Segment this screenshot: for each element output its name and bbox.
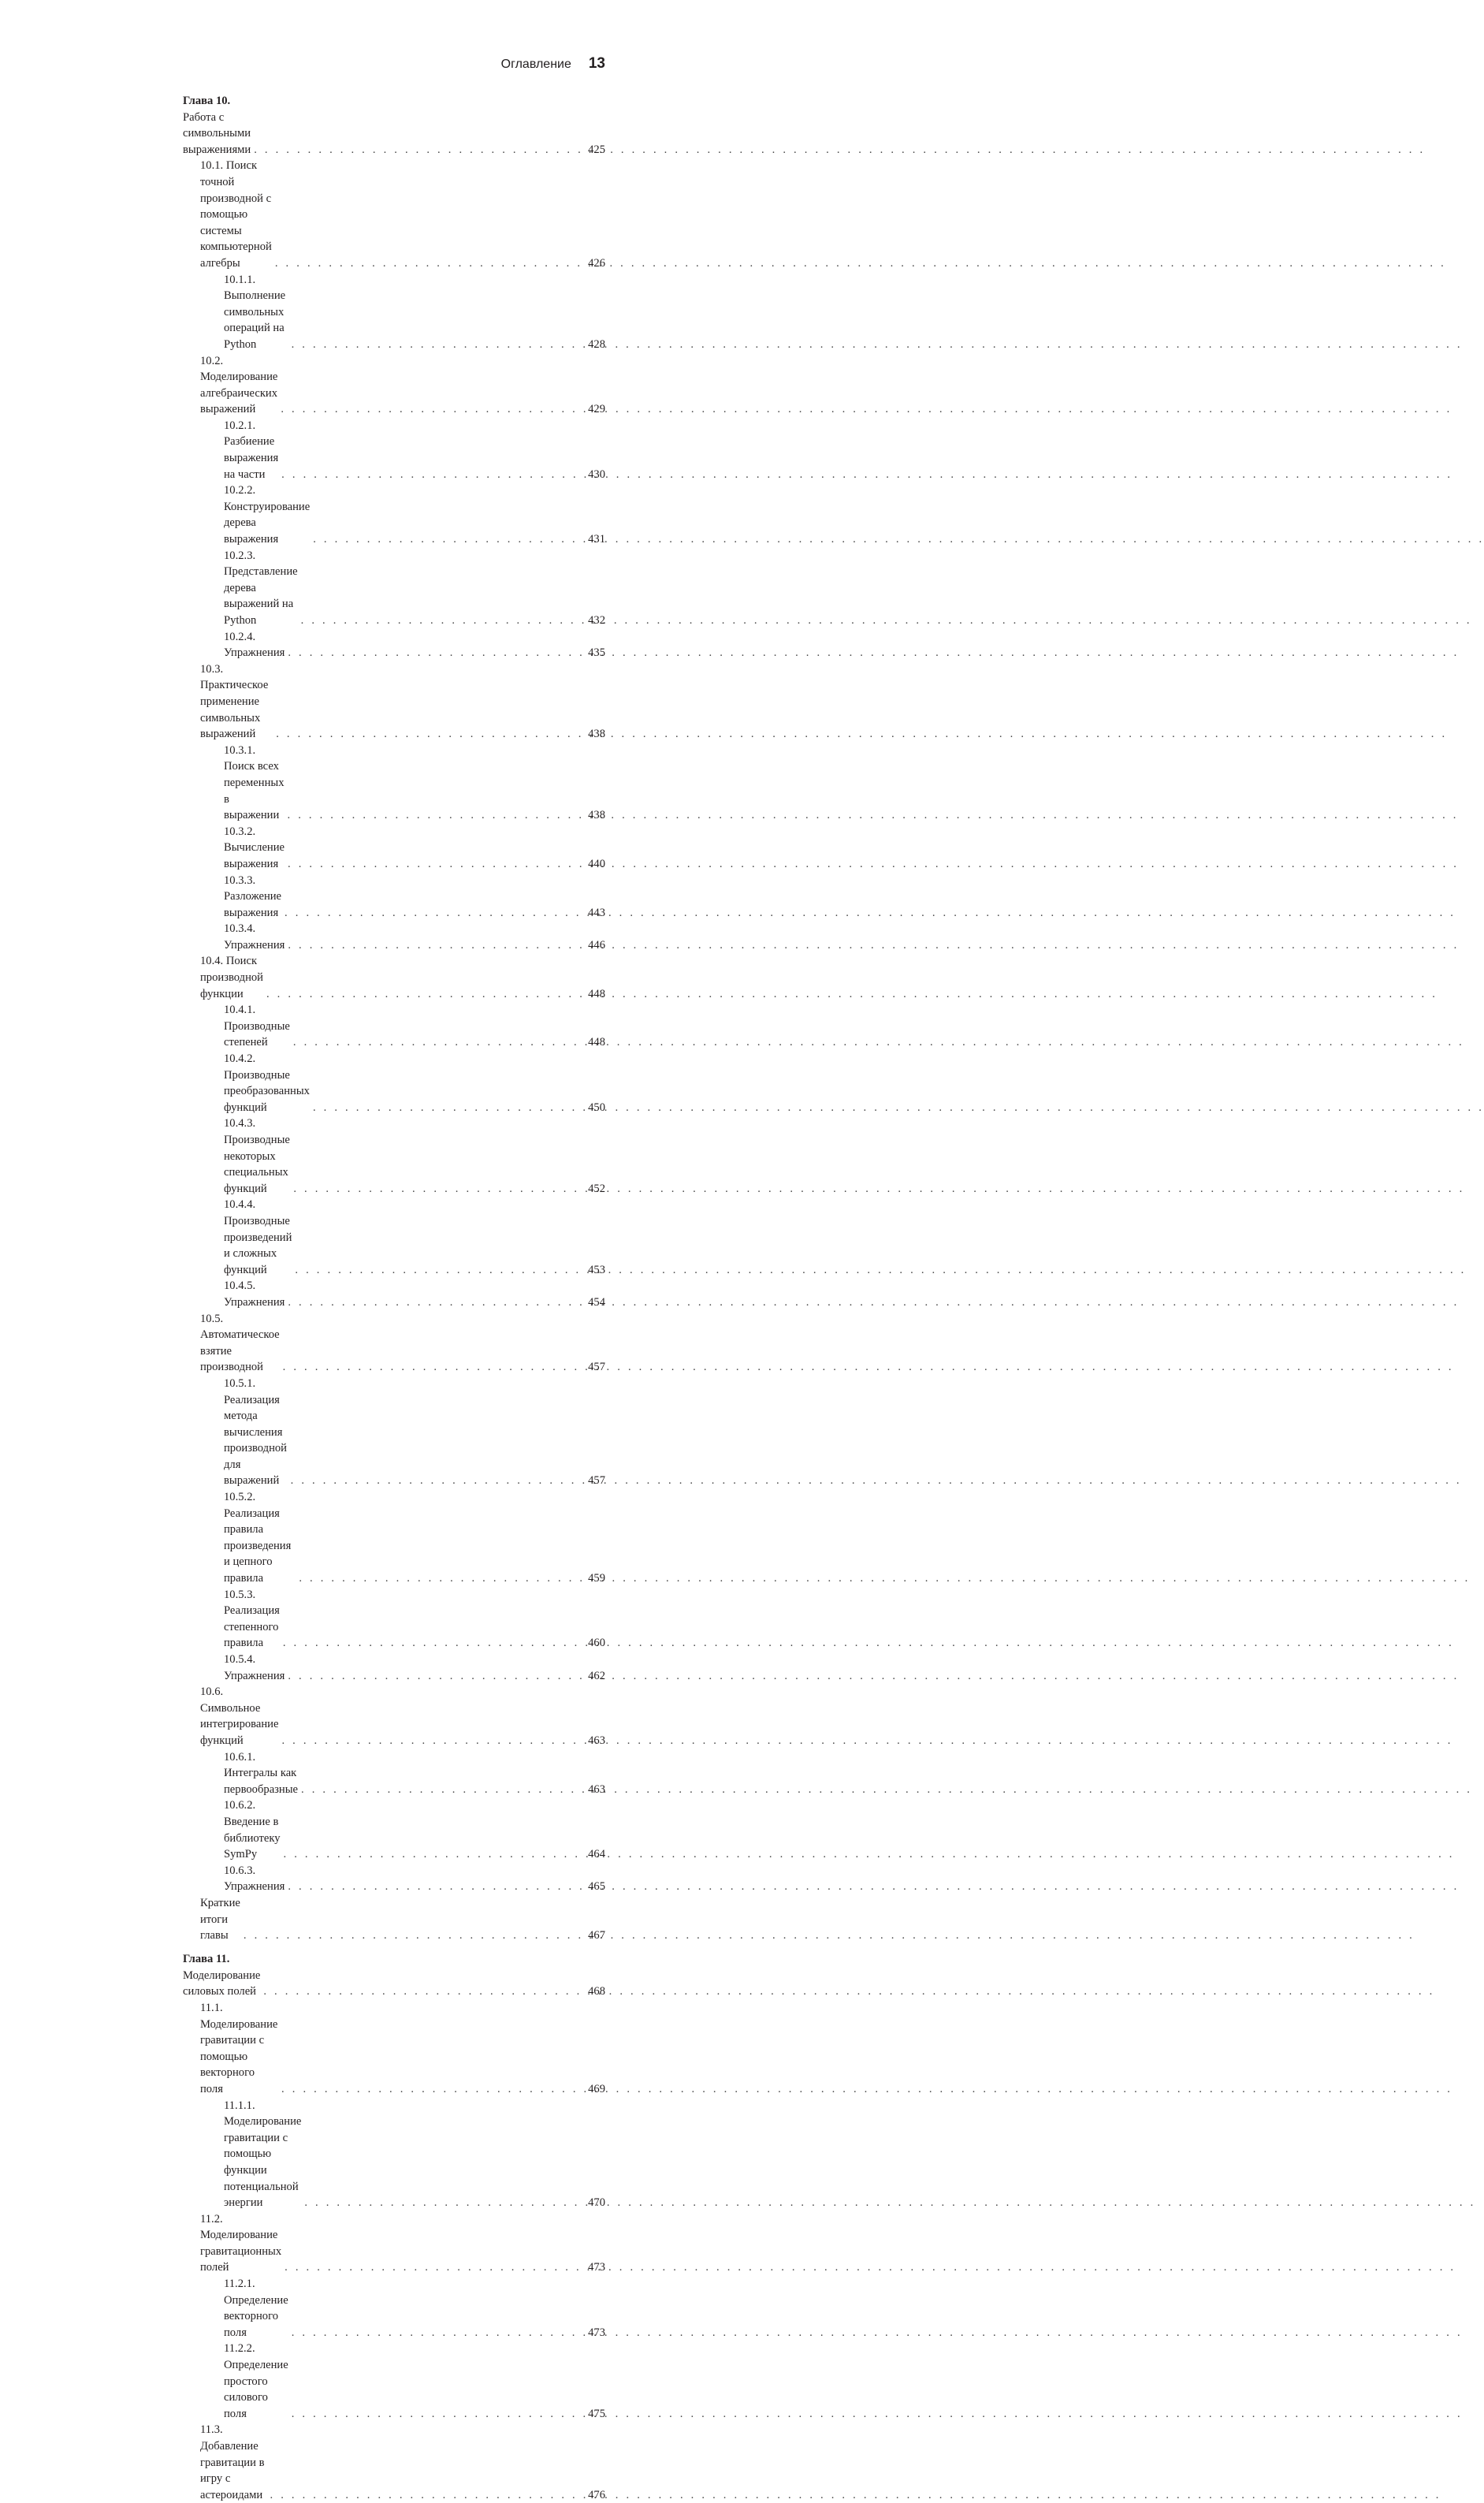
dot-leader	[285, 1668, 583, 1685]
toc-entry-title	[224, 1652, 285, 1684]
toc-entry-title	[224, 482, 310, 547]
dot-leader	[285, 1879, 583, 1895]
toc-entry-line: 10.4.4. Производные произведений и сложных функций	[224, 1198, 292, 1276]
toc-entry-line: 11.1.1. Моделирование гравитации с помощью функции	[224, 2099, 302, 2177]
dot-leader	[285, 1294, 583, 1311]
toc-page-number: 464	[588, 1848, 605, 1861]
toc-page-number: 473	[588, 2261, 605, 2274]
dot-leader	[285, 937, 583, 954]
dot-leader	[278, 2081, 583, 2098]
toc-subsection-entry[interactable]	[183, 548, 605, 629]
toc-page-number: 425	[588, 143, 605, 156]
toc-entry-line: 11.2. Моделирование гравитационных полей	[200, 2212, 282, 2274]
dot-leader	[260, 1983, 583, 2000]
dot-leader	[263, 986, 583, 1003]
toc-entry-title	[224, 824, 285, 873]
toc-entry-line: 10.3.2. Вычисление выражения	[224, 825, 285, 870]
dot-leader	[251, 142, 583, 158]
toc-subsection-entry[interactable]	[183, 1863, 605, 1895]
toc-entry-title	[224, 2276, 288, 2341]
toc-subsection-entry[interactable]	[183, 1652, 605, 1684]
toc-chapter	[183, 1951, 605, 2503]
toc-subsection-entry[interactable]	[183, 629, 605, 661]
toc-entry-line: 10.6. Символьное интегрирование функций	[200, 1685, 279, 1747]
toc-entry-line: 10.2.2. Конструирование дерева выражения	[224, 484, 311, 546]
toc-subsection-entry[interactable]	[183, 1051, 605, 1116]
toc-page-number: 473	[588, 2326, 605, 2339]
toc-entry-line: 10.4.2. Производные преобразованных функций	[224, 1052, 310, 1114]
toc-section-entry[interactable]	[183, 353, 605, 418]
toc-page-number: 454	[588, 1295, 605, 1309]
dot-leader	[288, 2406, 583, 2423]
toc-entry-title	[224, 1197, 292, 1278]
chapter-number: Глава 11.	[183, 1953, 230, 1966]
toc-subsection-entry[interactable]	[183, 873, 605, 922]
dot-leader	[278, 1733, 583, 1749]
toc-page-number: 469	[588, 2082, 605, 2095]
toc-entry-title	[224, 548, 298, 629]
toc-entry-line: Краткие итоги главы	[200, 1896, 240, 1942]
toc-subsection-entry[interactable]	[183, 1002, 605, 1051]
toc-section-entry[interactable]	[183, 2211, 605, 2276]
dot-leader	[278, 467, 583, 483]
toc-entry-title	[224, 2341, 288, 2422]
dot-leader	[296, 1570, 583, 1587]
toc-page-number: 460	[588, 1637, 605, 1650]
toc-entry-line: 10.4.5. Упражнения	[224, 1279, 285, 1309]
toc-subsection-entry[interactable]	[183, 1116, 605, 1197]
toc-subsection-entry[interactable]	[183, 272, 605, 353]
page-number: 13	[588, 55, 605, 72]
toc-page-number: 465	[588, 1880, 605, 1894]
toc-entry-line: 10.5.3. Реализация степенного правила	[224, 1588, 280, 1650]
toc-page-number: 448	[588, 1036, 605, 1049]
toc-section-entry[interactable]	[183, 953, 605, 1002]
toc-subsection-entry[interactable]	[183, 1797, 605, 1862]
chapter-title: Моделирование силовых полей	[183, 1969, 261, 1998]
toc-entry-line: 10.5.4. Упражнения	[224, 1653, 285, 1682]
toc-page-number: 452	[588, 1182, 605, 1195]
toc-subsection-entry[interactable]	[183, 1489, 605, 1587]
toc-entry-line: 10.6.1. Интегралы как первообразные	[224, 1750, 299, 1796]
toc-page-number: 450	[588, 1101, 605, 1114]
toc-page-number: 468	[588, 1985, 605, 1998]
toc-entry-title	[224, 1002, 290, 1051]
chapter-number: Глава 10.	[183, 95, 231, 107]
toc-entry-line: 10.3. Практическое применение символьных выражений	[200, 662, 269, 741]
toc-entry-line: 11.2.2. Определение простого силового поля	[224, 2342, 288, 2420]
dot-leader	[301, 2195, 583, 2211]
dot-leader	[272, 255, 583, 272]
toc-page-number: 457	[588, 1474, 605, 1488]
running-head	[501, 55, 605, 73]
toc-page-number: 463	[588, 1734, 605, 1747]
toc-page-number: 438	[588, 728, 605, 741]
toc-entry-title	[200, 158, 272, 271]
toc-page-number: 435	[588, 646, 605, 660]
toc-subsection-entry[interactable]	[183, 1197, 605, 1278]
toc-subsection-entry[interactable]	[183, 921, 605, 953]
toc-entry-line: 10.1.1. Выполнение символьных операций на Python	[224, 273, 286, 351]
dot-leader	[240, 1928, 583, 1944]
dot-leader	[290, 1034, 583, 1051]
toc-entry-line: 11.2.1. Определение векторного поля	[224, 2278, 288, 2339]
toc-entry-title	[200, 2211, 281, 2276]
toc-entry-title	[200, 1684, 278, 1749]
toc-page-number: 462	[588, 1669, 605, 1682]
toc-page-number: 470	[588, 2196, 605, 2210]
toc-entry-line: 10.5.2. Реализация правила произведения и цепного правила	[224, 1491, 292, 1585]
toc-entry-title	[224, 1116, 290, 1197]
toc-entry-title	[200, 1311, 280, 1376]
dot-leader	[285, 856, 583, 873]
toc-page-number: 476	[588, 2488, 605, 2501]
dot-leader	[310, 531, 583, 548]
toc-entry-title	[200, 2000, 278, 2098]
dot-leader	[288, 337, 583, 353]
dot-leader	[292, 1262, 583, 1279]
toc-entry-line: 10.3.3. Разложение выражения	[224, 873, 282, 919]
toc-entry-line: 10.3.4. Упражнения	[224, 922, 285, 952]
toc-section-entry[interactable]	[183, 2422, 605, 2503]
toc-subsection-entry[interactable]	[183, 2276, 605, 2341]
dot-leader	[298, 1782, 583, 1798]
toc-entry-title	[224, 2098, 301, 2211]
toc-page-number: 428	[588, 337, 605, 351]
toc-section-entry[interactable]	[183, 1895, 605, 1944]
toc-entry-line: 10.3.1. Поиск всех переменных в выражении	[224, 743, 285, 822]
toc-subsection-entry[interactable]	[183, 1278, 605, 1310]
toc-section-entry[interactable]	[183, 661, 605, 743]
toc-subsection-entry[interactable]	[183, 1587, 605, 1652]
toc-section-entry[interactable]	[183, 2000, 605, 2098]
toc-entry-line: 10.5.1. Реализация метода вычисления производной	[224, 1376, 287, 1455]
toc-page-number: 430	[588, 467, 605, 481]
toc-subsection-entry[interactable]	[183, 1749, 605, 1798]
toc-entry-title	[224, 1863, 285, 1895]
chapter-title: Работа с символьными выражениями	[183, 110, 251, 156]
toc-entry-title	[224, 921, 285, 953]
toc-entry-title	[200, 353, 277, 418]
toc-entry-line: 10.2. Моделирование алгебраических выражений	[200, 354, 278, 416]
toc-section-entry[interactable]	[183, 1684, 605, 1749]
toc-page-number: 431	[588, 533, 605, 546]
toc-subsection-entry[interactable]	[183, 2341, 605, 2422]
toc-entry-line: 10.2.3. Представление дерева выражений на Python	[224, 549, 298, 627]
toc-entry-title	[200, 953, 263, 1002]
toc-page-number: 426	[588, 256, 605, 270]
toc-page-number: 467	[588, 1929, 605, 1942]
toc-subsection-entry[interactable]	[183, 743, 605, 824]
toc-entry-title	[224, 743, 285, 824]
toc-entry-line: 10.4. Поиск производной функции	[200, 955, 263, 1000]
toc-subsection-entry[interactable]	[183, 418, 605, 482]
toc-entry-title	[224, 1051, 310, 1116]
dot-leader	[281, 2259, 583, 2276]
dot-leader	[280, 1359, 583, 1376]
toc-entry-title	[200, 2422, 267, 2503]
dot-leader	[273, 726, 583, 743]
toc-entry-line: 10.6.3. Упражнения	[224, 1864, 285, 1894]
toc-subsection-entry[interactable]	[183, 2098, 605, 2211]
table-of-contents	[183, 93, 605, 2503]
toc-entry-title	[224, 873, 281, 922]
dot-leader	[281, 905, 583, 922]
toc-entry-title	[224, 1278, 285, 1310]
toc-section-entry[interactable]	[183, 1311, 605, 1376]
toc-entry-line: 11.3. Добавление гравитации в игру с астероидами	[200, 2423, 265, 2501]
dot-leader	[267, 2487, 584, 2503]
toc-subsection-entry[interactable]	[183, 824, 605, 873]
dot-leader	[288, 2325, 583, 2341]
toc-entry-title	[224, 272, 288, 353]
toc-entry-line: потенциальной энергии	[224, 2180, 299, 2210]
toc-page-number: 457	[588, 1361, 605, 1374]
toc-subsection-entry[interactable]	[183, 1376, 605, 1489]
toc-chapter-entry[interactable]	[183, 1951, 605, 2000]
toc-page-number: 438	[588, 809, 605, 822]
toc-entry-title	[224, 418, 278, 482]
dot-leader	[277, 401, 583, 418]
toc-page-number: 429	[588, 403, 605, 416]
toc-entry-line: 10.4.3. Производные некоторых специальных функций	[224, 1117, 290, 1195]
toc-entry-title	[200, 661, 273, 743]
toc-entry-line: 10.2.1. Разбиение выражения на части	[224, 419, 279, 481]
toc-page-number: 432	[588, 614, 605, 627]
toc-page-number: 448	[588, 987, 605, 1000]
dot-leader	[298, 613, 583, 629]
toc-page-number: 446	[588, 938, 605, 952]
dot-leader	[288, 1473, 583, 1489]
toc-entry-title	[224, 629, 285, 661]
running-head-title: Оглавление	[500, 58, 571, 71]
toc-entry-line: 10.4.1. Производные степеней	[224, 1004, 290, 1049]
toc-page-number: 459	[588, 1572, 605, 1585]
dot-leader	[290, 1181, 583, 1197]
toc-entry-title	[224, 1797, 281, 1862]
toc-page-number: 443	[588, 906, 605, 919]
toc-entry-line: 10.1. Поиск точной производной с помощью системы	[200, 159, 272, 237]
dot-leader	[285, 645, 583, 661]
dot-leader	[285, 807, 584, 824]
toc-entry-line: компьютерной алгебры	[200, 240, 272, 270]
toc-entry-line: 10.2.4. Упражнения	[224, 630, 285, 660]
toc-chapter-entry[interactable]	[183, 93, 605, 158]
toc-subsection-entry[interactable]	[183, 482, 605, 547]
toc-entry-title	[224, 1749, 298, 1798]
toc-page-number: 463	[588, 1782, 605, 1796]
toc-chapter-heading	[183, 1951, 260, 2000]
toc-page-number: 475	[588, 2407, 605, 2420]
toc-entry-title	[224, 1489, 296, 1587]
toc-chapter	[183, 93, 605, 1944]
toc-entry-line: 10.6.2. Введение в библиотеку SymPy	[224, 1799, 281, 1861]
toc-entry-title	[224, 1587, 280, 1652]
toc-section-entry[interactable]	[183, 158, 605, 271]
toc-entry-title	[200, 1895, 240, 1944]
toc-page-number: 440	[588, 857, 605, 870]
dot-leader	[280, 1635, 583, 1652]
toc-page-number: 453	[588, 1263, 605, 1276]
toc-entry-line: 10.5. Автоматическое взятие производной	[200, 1312, 280, 1374]
toc-entry-title	[224, 1376, 288, 1489]
toc-entry-line: 11.1. Моделирование гравитации с помощью векторного поля	[200, 2001, 278, 2095]
toc-chapter-heading	[183, 93, 251, 158]
dot-leader	[310, 1100, 583, 1116]
toc-entry-line: для выражений	[224, 1458, 280, 1488]
dot-leader	[281, 1846, 583, 1863]
